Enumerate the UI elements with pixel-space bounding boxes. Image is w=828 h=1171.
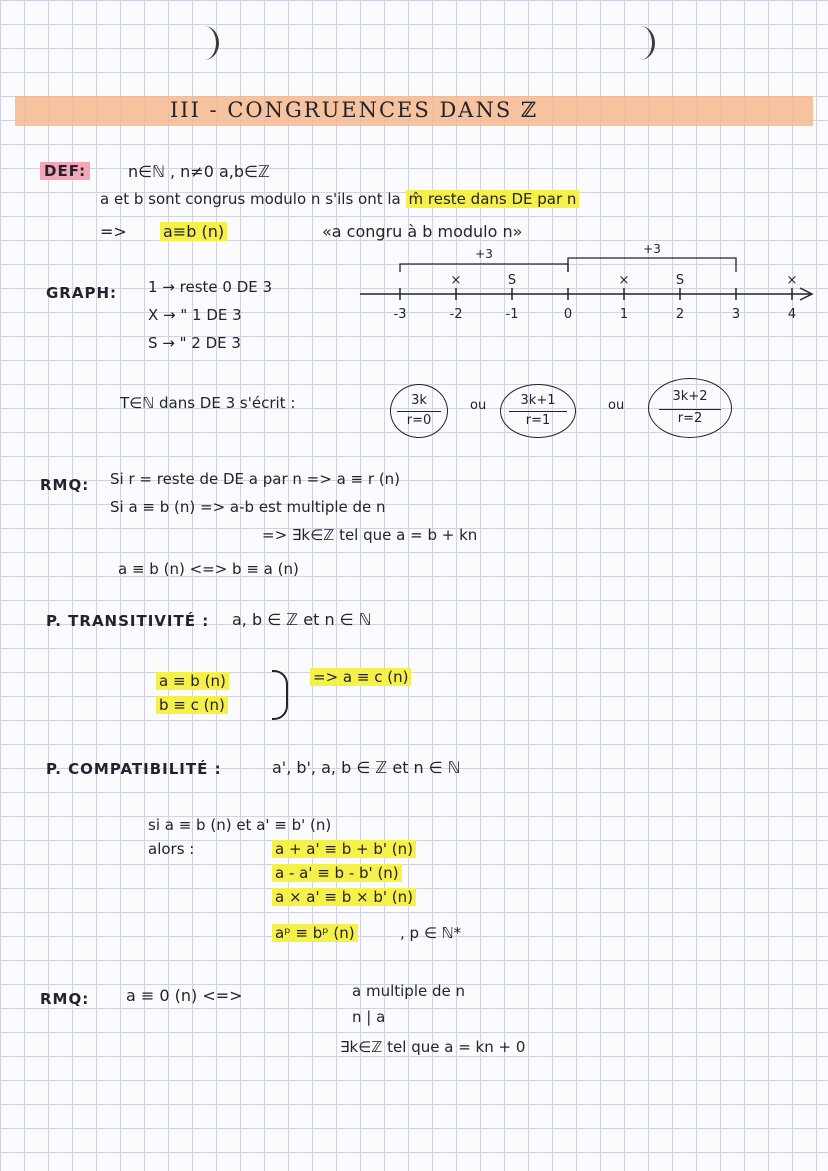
tick-label: 3 [731,307,741,322]
point-mark: × [786,273,798,288]
rmq1-line1: Si r = reste de DE a par n => a ≡ r (n) [110,470,401,488]
rmq2-line1: a multiple de n [352,982,466,1000]
transitivite-label: P. TRANSITIVITÉ : [46,612,210,630]
compatibilite-product: a × a' ≡ b × b' (n) [272,888,416,906]
transitivite-hyp-2: b ≡ c (n) [156,696,228,714]
tick-label: -2 [449,307,463,322]
transitivite-brace [272,670,288,720]
point-mark: S [675,273,685,288]
step-label-right: +3 [643,244,661,256]
form-3k2 [648,378,732,438]
tick-label: 4 [787,307,797,322]
form-3k2-line [659,409,721,410]
form-3k1 [500,384,576,438]
rmq2-line3: ∃k∈ℤ tel que a = kn + 0 [340,1038,526,1056]
graph-row-1: 1 → reste 0 DE 3 [148,278,273,296]
rmq1-line2: Si a ≡ b (n) => a-b est multiple de n [110,498,386,516]
compatibilite-power: aᵖ ≡ bᵖ (n) [272,924,358,942]
tick-label: -1 [505,307,519,322]
compatibilite-alors: alors : [148,840,195,858]
binder-hole-left [190,26,219,60]
rmq2-label: RMQ: [40,990,90,1008]
rmq1-line3: => ∃k∈ℤ tel que a = b + kn [262,526,478,544]
def-line1: n∈ℕ , n≠0 a,b∈ℤ [128,162,270,181]
point-mark: × [618,273,630,288]
def-reading: «a congru à b modulo n» [322,222,523,241]
compatibilite-label: P. COMPATIBILITÉ : [46,760,222,778]
rmq1-line4: a ≡ b (n) <=> b ≡ a (n) [118,560,299,578]
form-3k-line [397,411,441,412]
rmq2-equivalence: a ≡ 0 (n) <=> [126,986,243,1005]
or-1: ou [470,398,487,413]
or-2: ou [608,398,625,413]
graph-row-2: X → " 1 DE 3 [148,306,242,324]
form-3k [390,384,448,438]
point-mark: × [450,273,462,288]
form-3k-top: 3k [411,393,427,408]
def-line2 [100,190,579,208]
tick-label: 0 [563,307,573,322]
tick-label: 2 [675,307,685,322]
transitivite-result: => a ≡ c (n) [310,668,411,686]
def-label: DEF: [40,162,90,180]
transitivite-hyp-1: a ≡ b (n) [156,672,229,690]
point-mark: S [507,273,517,288]
def-line3-arrow: => [100,222,127,241]
form-3k1-line [509,411,567,412]
step-label-left: +3 [475,247,493,261]
step-bracket-left [400,264,568,272]
form-3k2-top: 3k+2 [672,389,708,404]
binder-hole-right [626,26,655,60]
number-line [360,244,820,334]
decomp-text: T∈ℕ dans DE 3 s'écrit : [120,394,296,412]
compatibilite-text: a', b', a, b ∈ ℤ et n ∈ ℕ [272,758,461,777]
graph-label: GRAPH: [46,284,118,302]
form-3k1-bottom: r=1 [525,413,551,428]
def-line2-highlight: m̂ reste dans DE par n [406,190,580,208]
form-3k2-bottom: r=2 [677,411,703,426]
form-3k-bottom: r=0 [406,413,432,428]
compatibilite-si: si a ≡ b (n) et a' ≡ b' (n) [148,816,332,834]
step-bracket-right [568,258,736,272]
def-congruence-notation: a≡b (n) [160,222,227,241]
def-line2-text: a et b sont congrus modulo n s'ils ont la [100,190,401,208]
page-title: III - CONGRUENCES DANS ℤ [170,98,539,122]
rmq2-line2: n | a [352,1008,386,1026]
tick-label: -3 [393,307,407,322]
compatibilite-power-suffix: , p ∈ ℕ* [400,924,462,942]
form-3k1-top: 3k+1 [520,393,556,408]
graph-row-3: S → " 2 DE 3 [148,334,241,352]
tick-label: 1 [619,307,629,322]
transitivite-text: a, b ∈ ℤ et n ∈ ℕ [232,610,372,629]
compatibilite-sum: a + a' ≡ b + b' (n) [272,840,416,858]
compatibilite-diff: a - a' ≡ b - b' (n) [272,864,402,882]
rmq1-label: RMQ: [40,476,90,494]
